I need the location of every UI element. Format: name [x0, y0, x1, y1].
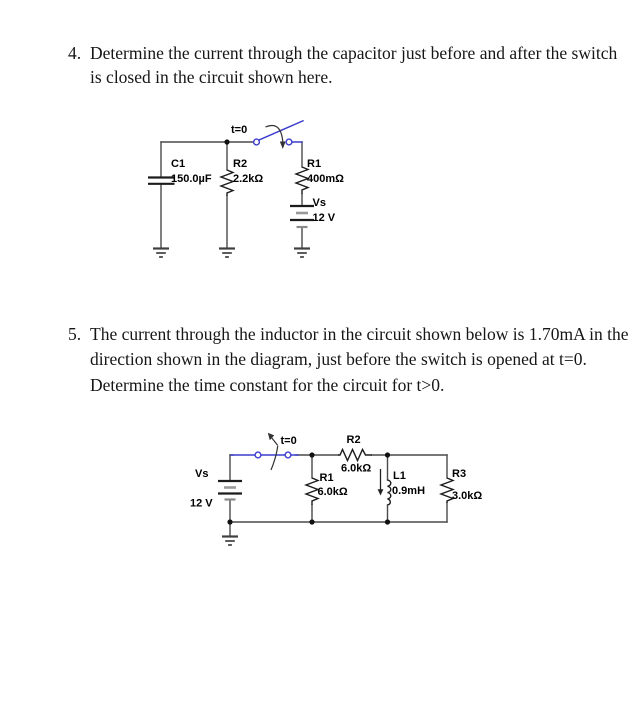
component-value-label: 12 V	[312, 212, 336, 224]
junction-dot	[309, 452, 314, 457]
switch-terminal	[286, 139, 292, 145]
junction-dot	[385, 452, 390, 457]
problem-5-text	[90, 322, 629, 398]
component-ref-label: L1	[393, 470, 406, 482]
component-ref-label: R1	[307, 158, 322, 170]
switch-terminal	[285, 452, 291, 458]
problem-5-number: 5.	[68, 324, 82, 344]
component-ref-label: Vs	[312, 197, 326, 209]
switch-blade	[260, 121, 304, 140]
resistor-symbol-r2	[221, 170, 233, 196]
junction-dot	[309, 519, 314, 524]
switch-time-label: t=0	[280, 435, 297, 447]
component-ref-label: R3	[452, 468, 467, 480]
component-value-label: 6.0kΩ	[341, 462, 372, 475]
problem-4	[68, 41, 617, 89]
current-direction-arrow-icon	[378, 469, 384, 496]
component-value-label: 0.9mH	[392, 485, 426, 497]
problem-4-number: 4.	[68, 43, 82, 63]
circuit-1-diagram	[130, 110, 390, 270]
ground-icon	[294, 249, 310, 258]
battery-symbol-vs	[218, 481, 242, 500]
component-value-label: 150.0µF	[171, 173, 212, 185]
component-ref-label: R2	[233, 158, 248, 170]
ground-icon	[222, 537, 238, 546]
junction-dot	[227, 519, 232, 524]
component-value-label: 12 V	[190, 497, 213, 510]
switch-close-arrow-icon	[280, 142, 286, 150]
problem-4-text	[90, 41, 617, 89]
problem-5-line-1: The current through the inductor in the circuit shown below is 1.70mA in the	[90, 324, 629, 344]
switch-time-label: t=0	[231, 124, 248, 136]
component-ref-label: Vs	[195, 468, 209, 480]
switch-icon	[254, 121, 303, 149]
component-ref-label: R1	[319, 472, 334, 484]
problem-5-line-3: Determine the time constant for the circuit for t>0.	[90, 374, 445, 395]
component-value-label: 2.2kΩ	[233, 173, 264, 185]
switch-terminal	[255, 452, 261, 458]
ground-icon	[219, 249, 235, 258]
problem-4-line-1: Determine the current through the capacitor just before and after the switch	[90, 43, 618, 63]
resistor-symbol-r1	[306, 478, 318, 505]
problem-5	[68, 322, 629, 398]
component-value-label: 400mΩ	[307, 173, 344, 185]
problem-4-line-2: is closed in the circuit shown here.	[90, 67, 333, 87]
resistor-symbol-r2	[338, 450, 372, 461]
ground-icon	[153, 249, 169, 258]
component-ref-label: C1	[171, 158, 186, 170]
inductor-symbol-l1	[388, 480, 391, 505]
component-ref-label: R2	[346, 434, 361, 446]
battery-symbol-vs	[290, 206, 314, 227]
switch-motion-arc	[271, 446, 278, 470]
switch-terminal	[254, 139, 260, 145]
junction-dot	[224, 139, 229, 144]
problem-5-line-2: direction shown in the diagram, just before the switch is opened at t=0.	[90, 349, 587, 370]
junction-dot	[385, 519, 390, 524]
circuit-2-diagram	[180, 425, 510, 565]
component-value-label: 6.0kΩ	[317, 486, 348, 498]
component-value-label: 3.0kΩ	[452, 490, 483, 502]
